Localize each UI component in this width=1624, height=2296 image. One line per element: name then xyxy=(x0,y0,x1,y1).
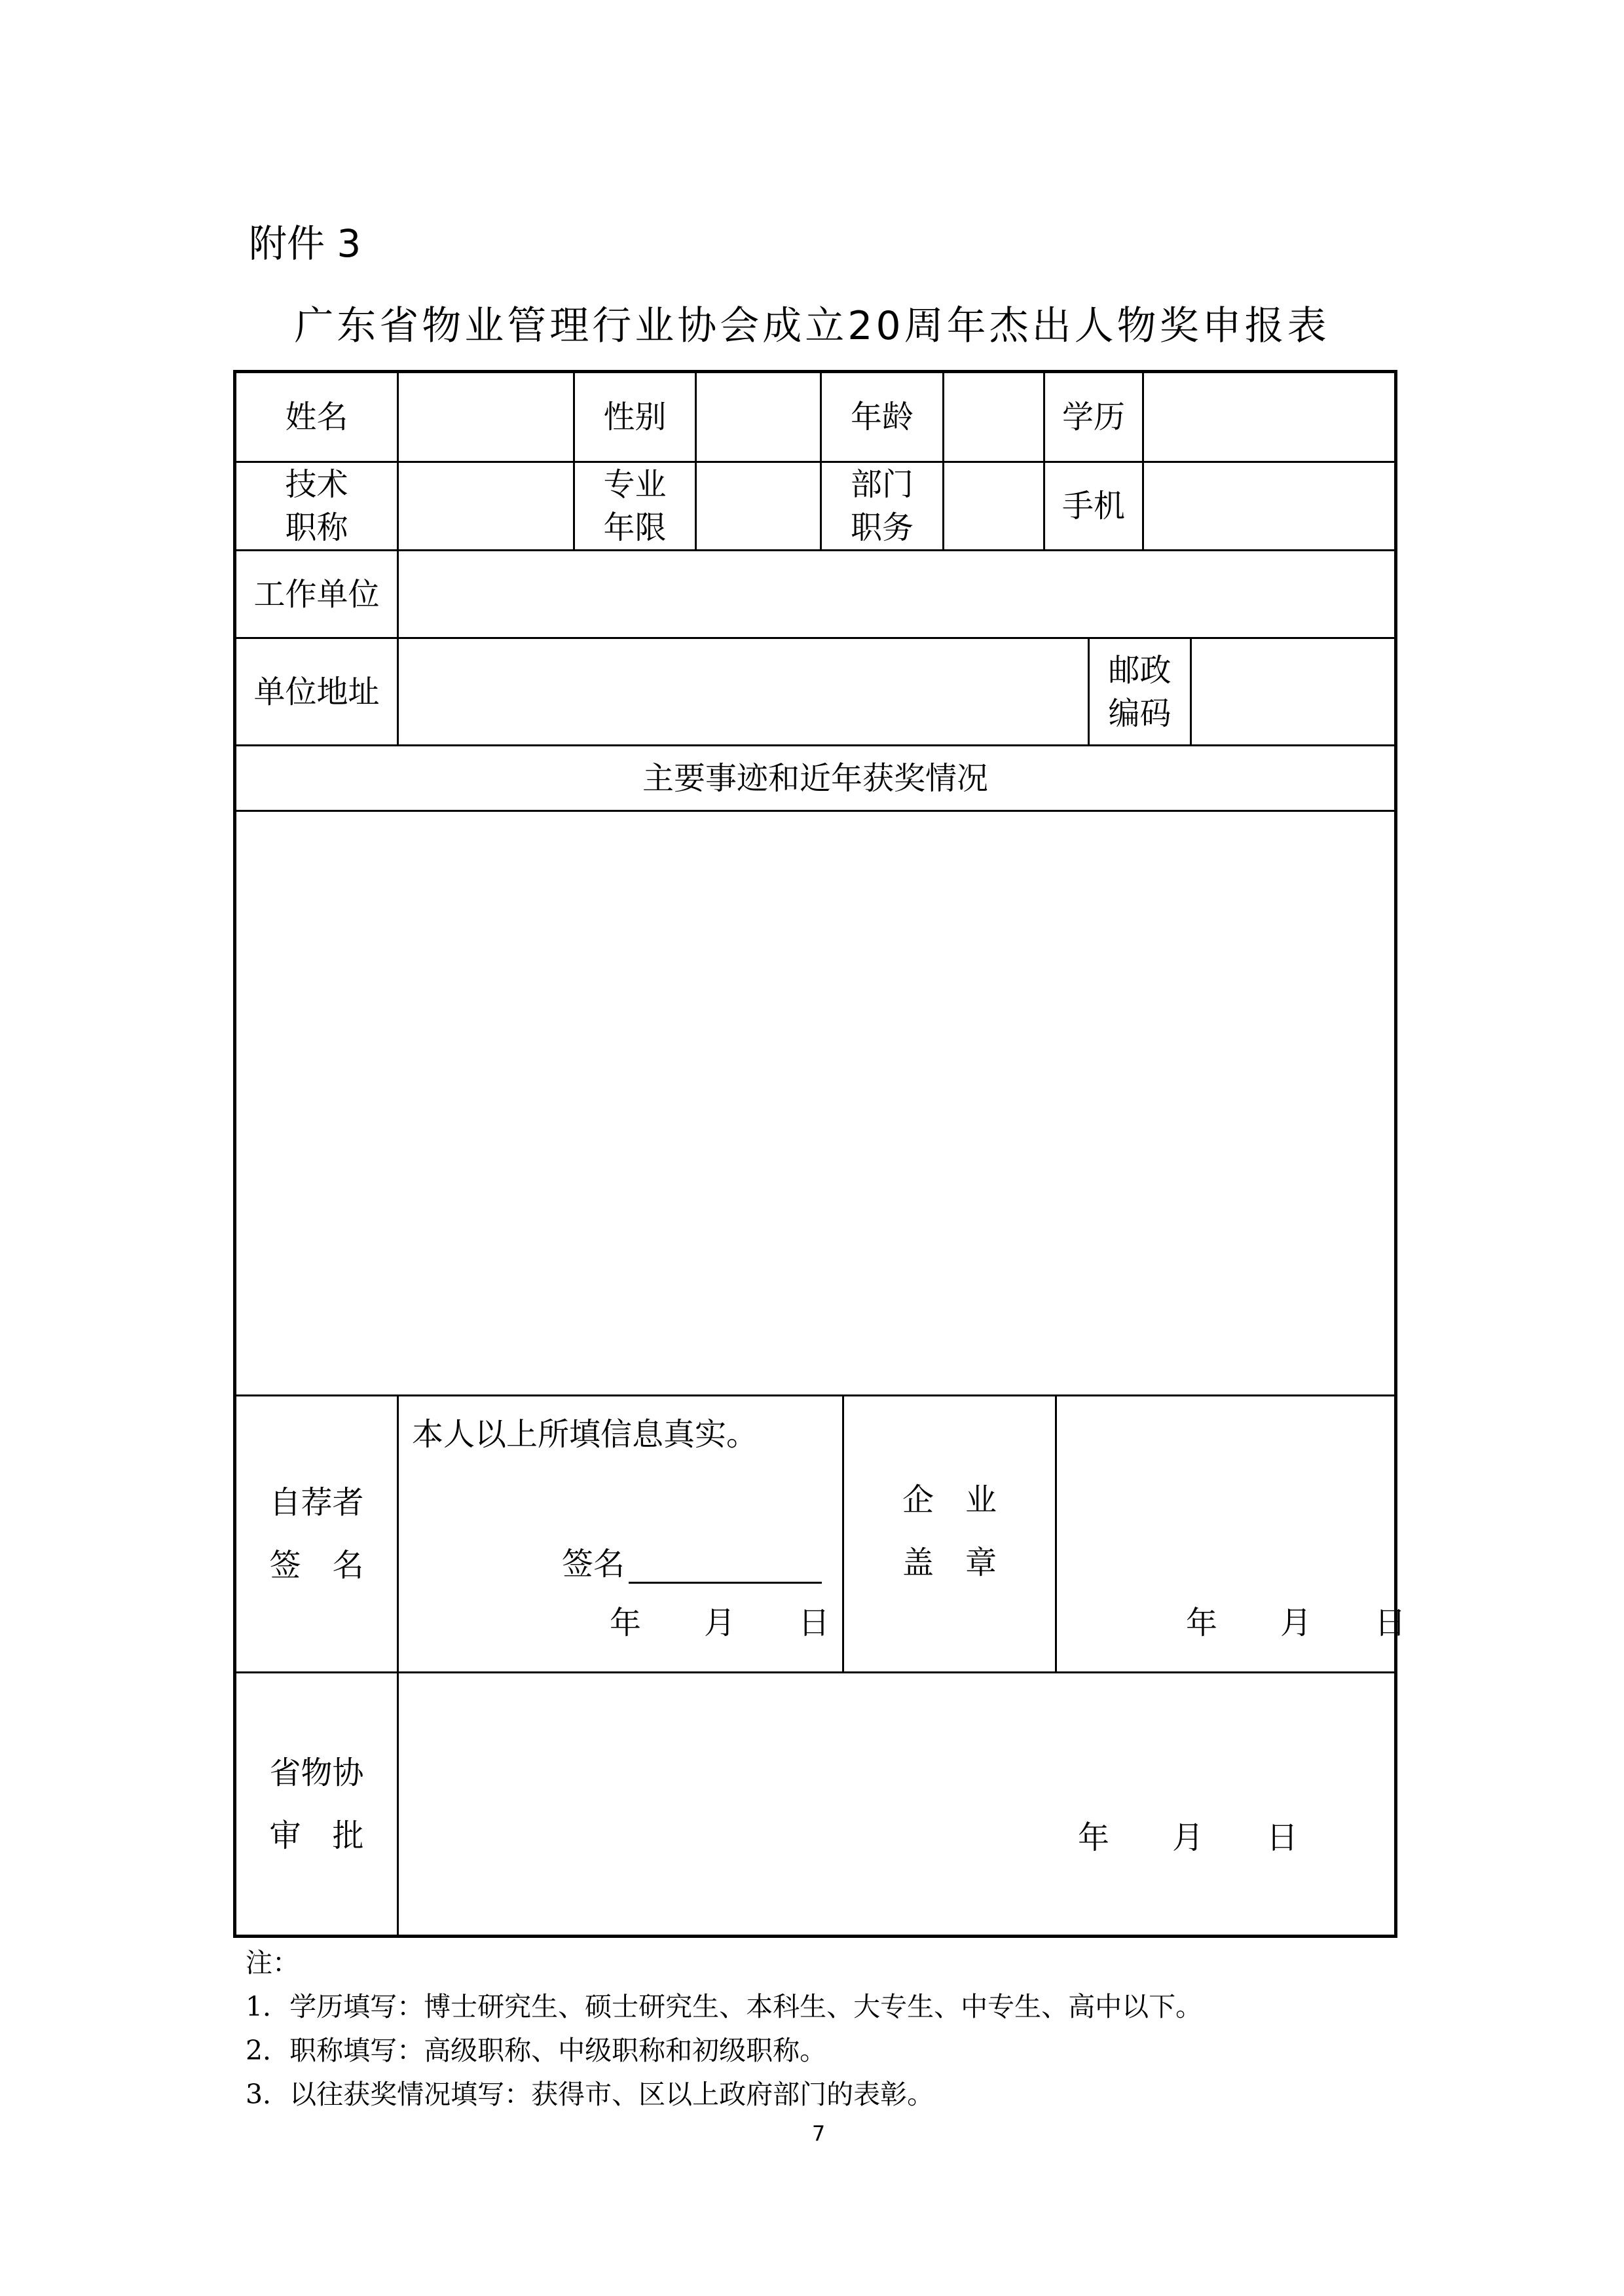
employer-label: 工作单位 xyxy=(253,575,380,613)
dept-field[interactable] xyxy=(944,463,1043,549)
row-divider xyxy=(236,1671,1394,1673)
name-label: 姓名 xyxy=(285,399,348,435)
years-field[interactable] xyxy=(697,463,820,549)
company-seal-label: 企 业 盖 章 xyxy=(902,1482,997,1581)
attachment-label: 附件 3 xyxy=(249,221,361,266)
postcode-label: 邮政 编码 xyxy=(1108,651,1172,732)
self-recommend-label: 自荐者 签 名 xyxy=(269,1484,364,1584)
mobile-field[interactable] xyxy=(1144,463,1394,549)
page-number: 7 xyxy=(811,2121,826,2146)
note-item: 3．以往获奖情况填写：获得市、区以上政府部门的表彰。 xyxy=(246,2079,934,2110)
notes xyxy=(246,1941,1202,2117)
col-divider xyxy=(1055,1394,1057,1671)
company-date: 年 月 日 xyxy=(1186,1605,1407,1641)
association-date: 年 月 日 xyxy=(1078,1819,1299,1856)
name-field[interactable] xyxy=(399,373,573,461)
years-label: 专业 年限 xyxy=(603,466,667,546)
notes-heading: 注： xyxy=(246,1947,299,1978)
postcode-field[interactable] xyxy=(1192,639,1394,744)
gender-label: 性别 xyxy=(603,399,667,435)
gender-field[interactable] xyxy=(697,373,820,461)
signature-field[interactable]: 签名 xyxy=(562,1539,822,1584)
col-divider xyxy=(397,1394,399,1938)
achievements-field[interactable] xyxy=(236,812,1394,1394)
application-form-table xyxy=(233,370,1407,1938)
self-recommend-date: 年 月 日 xyxy=(610,1605,830,1641)
row-divider xyxy=(236,1394,1394,1396)
age-field[interactable] xyxy=(944,373,1043,461)
note-item: 1．学历填写：博士研究生、硕士研究生、本科生、大专生、中专生、高中以下。 xyxy=(246,1991,1203,2022)
employer-field[interactable] xyxy=(399,551,1394,637)
dept-label: 部门 职务 xyxy=(850,466,913,546)
declaration-text: 本人以上所填信息真实。 xyxy=(412,1416,758,1453)
mobile-label: 手机 xyxy=(1061,488,1125,524)
note-item: 2．职称填写：高级职称、中级职称和初级职称。 xyxy=(246,2035,827,2066)
address-field[interactable] xyxy=(399,639,1088,744)
association-label: 省物协 审 批 xyxy=(269,1754,364,1854)
tech-title-field[interactable] xyxy=(399,463,573,549)
address-label: 单位地址 xyxy=(253,673,380,710)
signature-line xyxy=(629,1549,822,1584)
education-field[interactable] xyxy=(1144,373,1394,461)
age-label: 年龄 xyxy=(850,399,913,435)
achievements-heading: 主要事迹和近年获奖情况 xyxy=(642,759,988,797)
form-title: 广东省物业管理行业协会成立20周年杰出人物奖申报表 xyxy=(294,303,1330,349)
education-label: 学历 xyxy=(1061,399,1125,435)
tech-title-label: 技术 职称 xyxy=(285,466,348,546)
